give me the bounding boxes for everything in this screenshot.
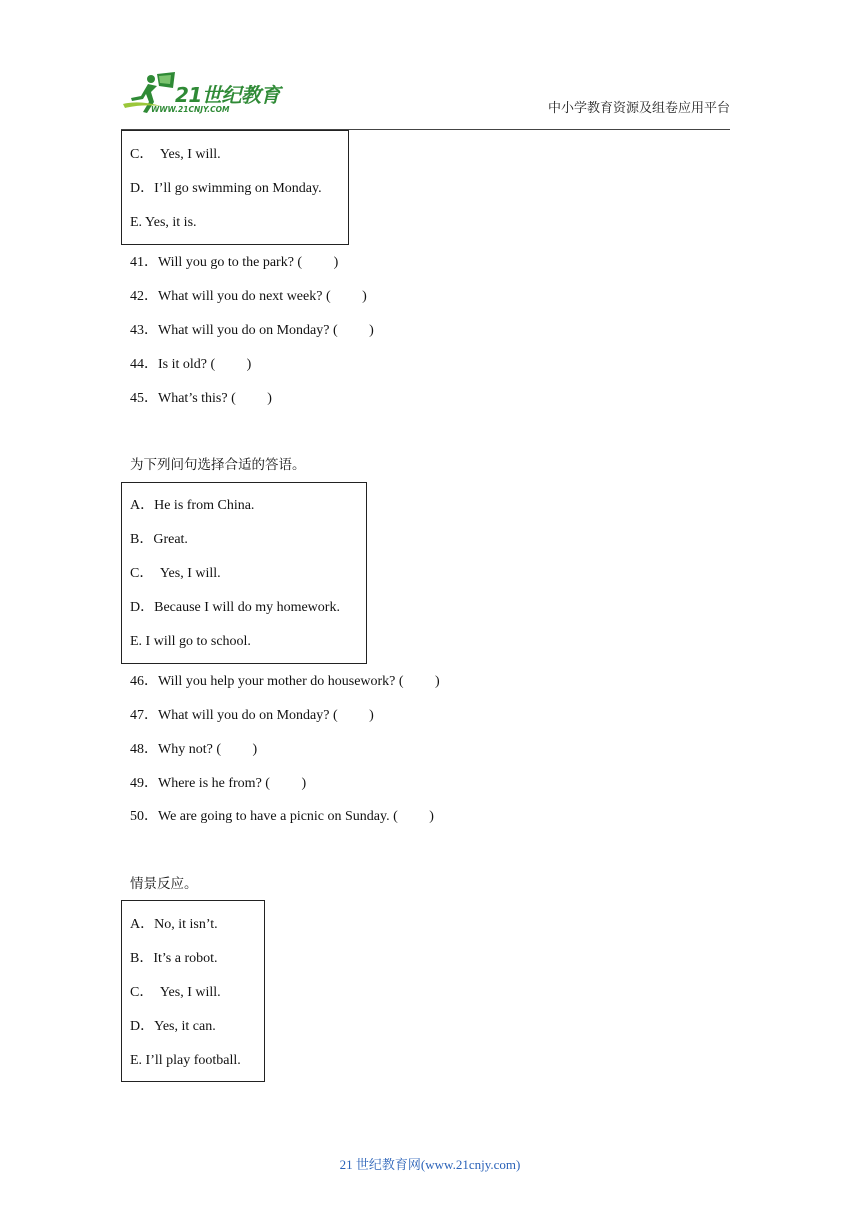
question-44: 44．Is it old? ( ) xyxy=(130,357,252,372)
option-d: D．Yes, it can. xyxy=(130,1019,216,1034)
option-b: B．Great. xyxy=(130,532,188,547)
option-a: A．No, it isn’t. xyxy=(130,917,218,932)
option-b: B．It’s a robot. xyxy=(130,951,218,966)
option-c: C． Yes, I will. xyxy=(130,147,221,162)
page-header xyxy=(121,68,730,130)
option-e: E. I’ll play football. xyxy=(130,1053,241,1068)
question-41: 41．Will you go to the park? ( ) xyxy=(130,255,339,270)
logo-url: WWW.21CNJY.COM xyxy=(151,105,230,114)
question-43: 43．What will you do on Monday? ( ) xyxy=(130,323,374,338)
question-46: 46．Will you help your mother do housework? ( ) xyxy=(130,674,440,689)
question-50: 50．We are going to have a picnic on Sunday. ( ) xyxy=(130,809,434,824)
option-a: A．He is from China. xyxy=(130,498,255,513)
option-d: D．I’ll go swimming on Monday. xyxy=(130,181,322,196)
question-42: 42．What will you do next week? ( ) xyxy=(130,289,367,304)
option-e: E. I will go to school. xyxy=(130,634,251,649)
page-footer: 21 世纪教育网(www.21cnjy.com) xyxy=(339,1157,521,1172)
question-45: 45．What’s this? ( ) xyxy=(130,391,272,406)
logo xyxy=(121,70,291,116)
option-c: C． Yes, I will. xyxy=(130,566,221,581)
platform-title: 中小学教育资源及组卷应用平台 xyxy=(547,101,730,116)
question-49: 49．Where is he from? ( ) xyxy=(130,776,307,791)
question-47: 47．What will you do on Monday? ( ) xyxy=(130,708,374,723)
logo-text: 21世纪教育 xyxy=(175,83,280,107)
option-c: C． Yes, I will. xyxy=(130,985,221,1000)
question-48: 48．Why not? ( ) xyxy=(130,742,258,757)
option-e: E. Yes, it is. xyxy=(130,215,197,230)
option-d: D．Because I will do my homework. xyxy=(130,600,340,615)
section-2-instruction: 为下列问句选择合适的答语。 xyxy=(130,457,306,473)
section-3-instruction: 情景反应。 xyxy=(130,876,198,892)
